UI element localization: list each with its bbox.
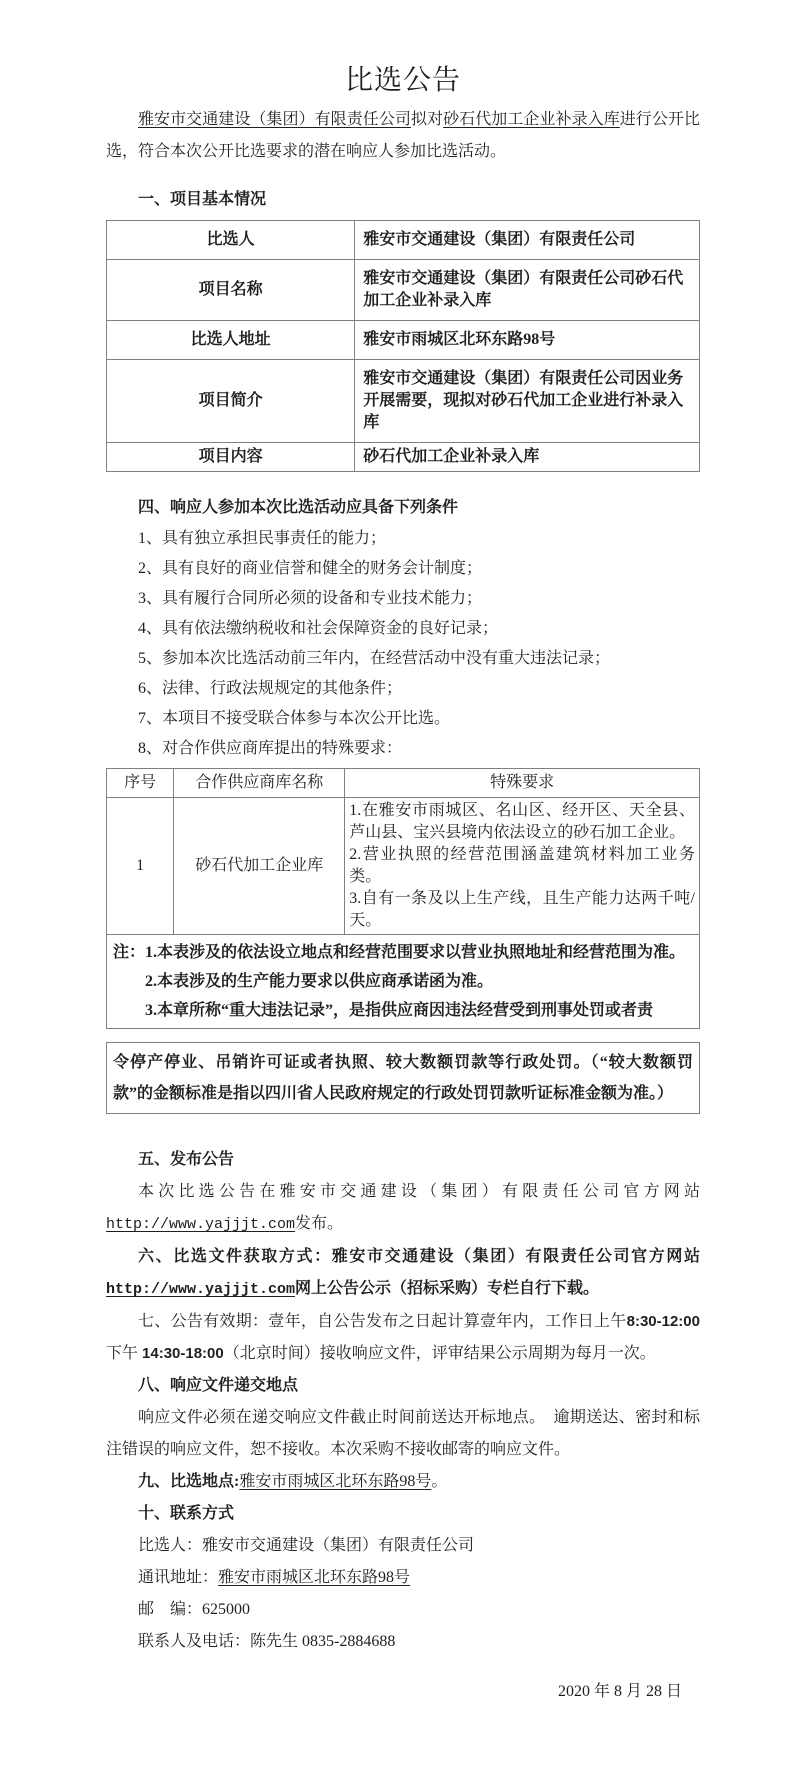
intro-text-2: 进行公开比选，符合本次公开比选要求的潜在响应人参加比选活动。 [106,111,700,160]
supplier-table-row [107,798,700,935]
supplier-table [106,768,700,935]
column-header: 序号 [107,769,174,798]
note-line: 3.本章所称“重大违法记录”，是指供应商因违法经营受到刑事处罚或者责 [145,1002,654,1019]
row-value: 雅安市交通建设（集团）有限责任公司 [355,221,700,260]
column-header: 合作供应商库名称 [174,769,345,798]
section6-paragraph [106,1241,700,1306]
website-link[interactable]: http://www.yajjjt.com [106,1216,296,1233]
requirement-line: 2.营业执照的经营范围涵盖建筑材料加工业务类。 [349,846,695,885]
office-hours-afternoon: 14:30-18:00 [142,1345,224,1362]
condition-item: 1、具有独立承担民事责任的能力； [138,530,387,547]
contact-label: 比选人： [138,1537,203,1554]
row-value: 雅安市交通建设（集团）有限责任公司砂石代加工企业补录入库 [355,260,700,321]
row-label: 项目内容 [107,443,355,472]
section6-text-tail: 网上公告公示（招标采购）专栏自行下载。 [295,1280,600,1297]
section4-heading: 四、响应人参加本次比选活动应具备下列条件 [138,499,459,516]
row-label: 项目简介 [107,360,355,443]
supplier-table-header-row [107,769,700,798]
condition-item: 8、对合作供应商库提出的特殊要求： [138,740,403,757]
table-row [107,321,700,360]
office-hours-morning: 8:30-12:00 [626,1313,700,1330]
condition-item: 7、本项目不接受联合体参与本次公开比选。 [138,710,451,727]
location-address: 雅安市雨城区北环东路98号 [239,1473,432,1490]
table-row [107,221,700,260]
contact-line-address [106,1562,700,1594]
requirement-line: 1.在雅安市雨城区、名山区、经开区、天全县、芦山县、宝兴县境内依法设立的砂石加工企业。 [349,802,695,841]
contact-address-underline: 雅安市雨城区北环东路98号 [218,1569,411,1586]
section5-heading: 五、发布公告 [138,1151,235,1168]
contact-value: 625000 [202,1601,251,1618]
note-continuation-text: 令停产停业、吊销许可证或者执照、较大数额罚款等行政处罚。（“较大数额罚款”的金额标准是指以四川省人民政府规定的行政处罚罚款听证标准金额为准。） [113,1054,693,1102]
condition-item: 6、法律、行政法规规定的其他条件； [138,680,403,697]
document-content [106,0,700,1708]
column-header: 特殊要求 [345,769,700,798]
notes-box [106,934,700,1029]
row-label: 比选人 [107,221,355,260]
section5-text-tail: 发布。 [295,1215,344,1232]
section7-paragraph [106,1306,700,1370]
section7-mid-text: 下午 [106,1345,143,1362]
row-value: 砂石代加工企业补录入库 [355,443,700,472]
section5-text: 本次比选公告在雅安市交通建设（集团）有限责任公司官方网站 [138,1183,700,1200]
document-date: 2020 年 8 月 28 日 [557,1683,682,1700]
supplier-requirements [345,798,700,935]
intro-company-underline: 雅安市交通建设（集团）有限责任公司 [138,111,411,128]
condition-item: 5、参加本次比选活动前三年内，在经营活动中没有重大违法记录； [138,650,611,667]
condition-item: 3、具有履行合同所必须的设备和专业技术能力； [138,590,483,607]
section9-tail: 。 [431,1473,448,1490]
contact-line-phone [106,1626,700,1658]
row-value: 雅安市雨城区北环东路98号 [355,321,700,360]
row-value: 雅安市交通建设（集团）有限责任公司因业务开展需要，现拟对砂石代加工企业进行补录入库 [355,360,700,443]
section6-text: 六、比选文件获取方式：雅安市交通建设（集团）有限责任公司官方网站 [138,1248,700,1265]
table-row [107,443,700,472]
requirement-line: 3.自有一条及以上生产线，且生产能力达两千吨/天。 [349,890,695,929]
table-row [107,360,700,443]
section9-line [106,1466,700,1498]
contact-label: 联系人及电话： [138,1633,251,1650]
condition-item: 4、具有依法缴纳税收和社会保障资金的良好记录； [138,620,499,637]
section5-body [106,1176,700,1241]
supplier-name: 砂石代加工企业库 [174,798,345,935]
table-row [107,260,700,321]
section7-text-tail: （北京时间）接收响应文件，评审结果公示周期为每月一次。 [223,1345,656,1362]
website-link[interactable]: http://www.yajjjt.com [106,1281,296,1298]
contact-value: 雅安市交通建设（集团）有限责任公司 [202,1537,475,1554]
intro-project-underline: 砂石代加工企业补录入库 [443,111,620,128]
contact-label: 邮 编： [138,1601,203,1618]
contact-label: 通讯地址： [138,1569,219,1586]
contact-value: 陈先生 0835-2884688 [250,1633,396,1650]
intro-text-1: 拟对 [410,111,444,128]
section8-body: 响应文件必须在递交响应文件截止时间前送达开标地点。 逾期送达、密封和标注错误的响应文件，恕不接收。本次采购不接收邮寄的响应文件。 [106,1409,700,1458]
section8-heading: 八、响应文件递交地点 [138,1377,299,1394]
condition-item: 2、具有良好的商业信誉和健全的财务会计制度； [138,560,483,577]
section7-text: 七、公告有效期：壹年，自公告发布之日起计算壹年内，工作日上午 [138,1313,627,1330]
notes-continuation-box [106,1042,700,1114]
page-title: 比选公告 [344,65,461,96]
section1-heading: 一、项目基本情况 [138,191,267,208]
row-label: 比选人地址 [107,321,355,360]
supplier-no: 1 [107,798,174,935]
basic-info-table [106,220,700,472]
intro-paragraph [106,104,700,168]
row-label: 项目名称 [107,260,355,321]
note-line: 注：1.本表涉及的依法设立地点和经营范围要求以营业执照地址和经营范围为准。 [113,944,686,961]
section9-label: 九、比选地点: [138,1473,240,1490]
note-line: 2.本表涉及的生产能力要求以供应商承诺函为准。 [145,973,494,990]
contact-line-bixuanren [106,1530,700,1562]
contact-line-postcode [106,1594,700,1626]
section10-heading: 十、联系方式 [138,1505,235,1522]
